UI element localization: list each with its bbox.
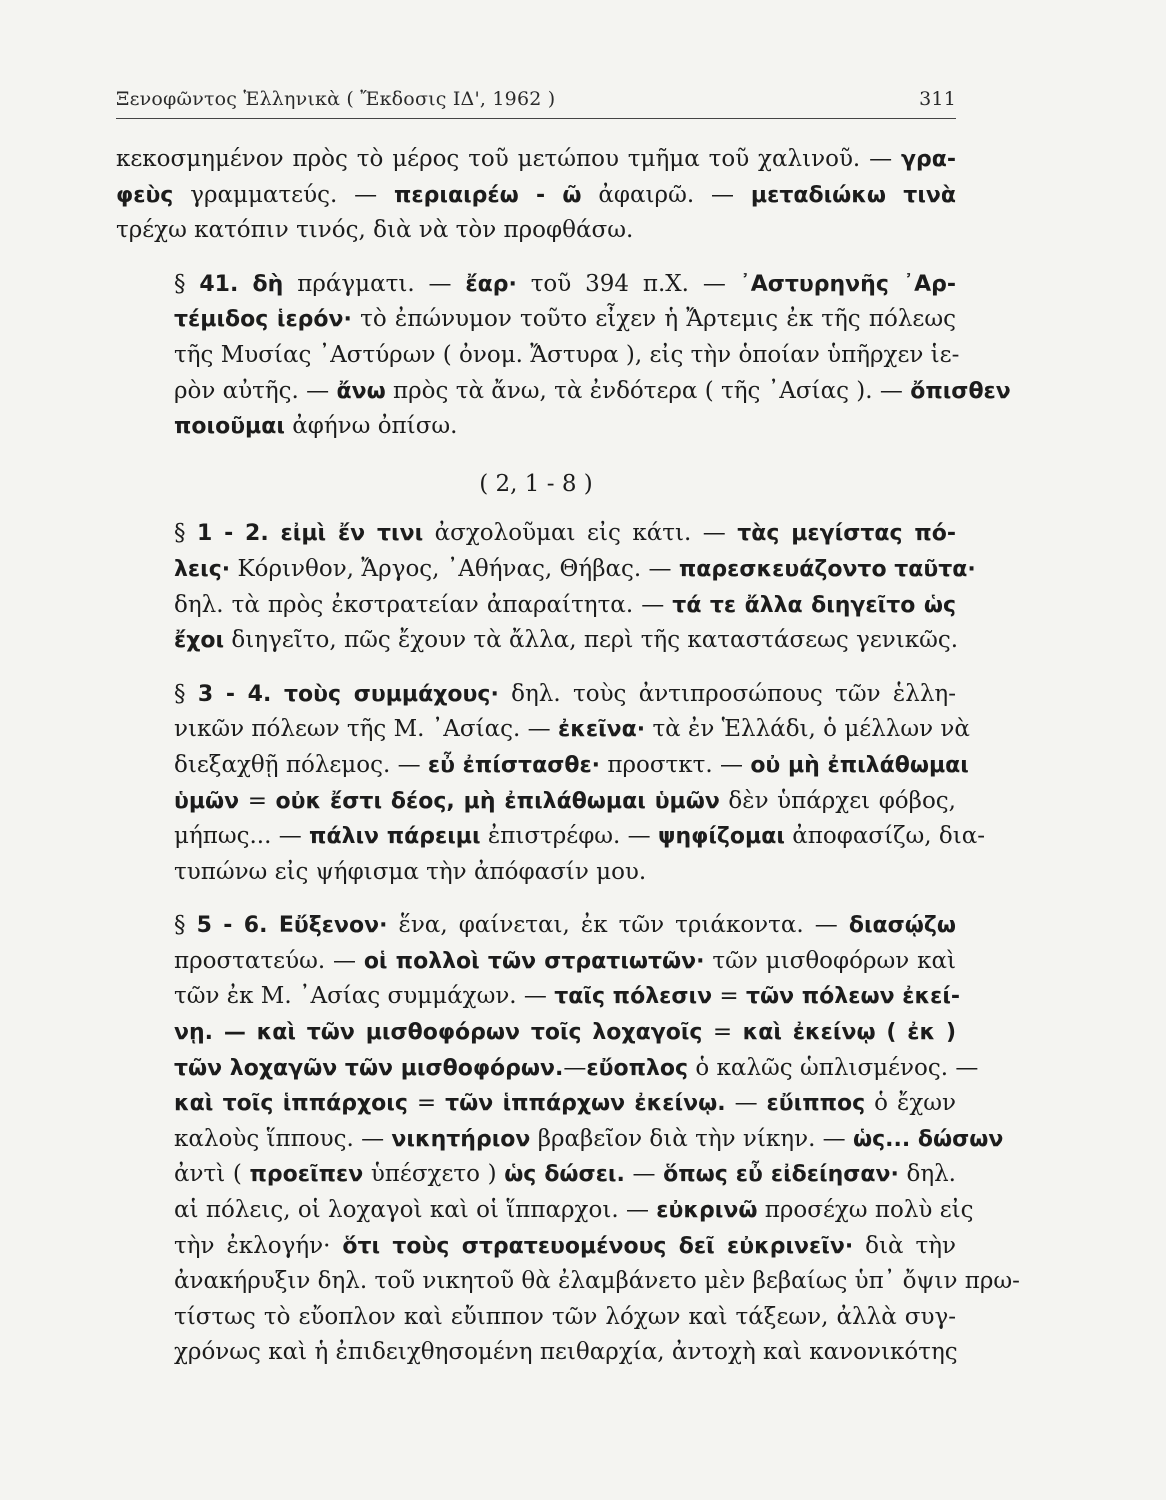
text-line: τυπώνω εἰς ψήφισμα τὴν ἀπόφασίν μου. (174, 858, 647, 885)
text-line: ποιοῦμαι ἀφήνω ὀπίσω. (174, 413, 458, 440)
header-rule (116, 118, 956, 119)
text-line: νικῶν πόλεων τῆς Μ. ᾿Ασίας. — ἐκεῖνα· τὰ ἐν Ἑλλάδι, ὁ μέλλων νὰ (174, 716, 970, 743)
paragraph-1-2 (116, 516, 976, 658)
text-line: τῶν ἐκ Μ. ᾿Ασίας συμμάχων. — ταῖς πόλεσιν = τῶν πόλεων ἐκεί- (174, 983, 961, 1010)
paragraph-0 (116, 142, 956, 249)
text-line: τὴν ἐκλογήν· ὅτι τοὺς στρατευομένους δεῖ εὐκρινεῖν· διὰ τὴν (174, 1232, 956, 1259)
text-line: § 1 - 2. εἰμὶ ἔν τινι ἀσχολοῦμαι εἰς κάτι. — τὰς μεγίστας πό- (174, 520, 957, 547)
text-line: ἀντὶ ( προεῖπεν ὑπέσχετο ) ὡς δώσει. — ὅπως εὖ εἰδείησαν· δηλ. (174, 1161, 956, 1188)
text-line: αἱ πόλεις, οἱ λοχαγοὶ καὶ οἱ ἵππαρχοι. — εὐκρινῶ προσέχω πολὺ εἰς (174, 1197, 974, 1224)
text-line: § 5 - 6. Εὔξενον· ἕνα, φαίνεται, ἐκ τῶν τριάκοντα. — διασῴζω (174, 912, 957, 939)
text-line: τέμιδος ἱερόν· τὸ ἐπώνυμον τοῦτο εἶχεν ἡ Ἄρτεμις ἐκ τῆς πόλεως (174, 306, 956, 333)
page-number: 311 (919, 88, 956, 110)
text-line: ὑμῶν = οὐκ ἔστι δέος, μὴ ἐπιλάθωμαι ὑμῶν δὲν ὑπάρχει φόβος, (174, 787, 956, 814)
text-line: δηλ. τὰ πρὸς ἐκστρατείαν ἀπαραίτητα. — τά τε ἄλλα διηγεῖτο ὡς (174, 591, 956, 618)
text-line: χρόνως καὶ ἡ ἐπιδειχθησομένη πειθαρχία, ἀντοχὴ καὶ κανονικότης (174, 1339, 958, 1366)
paragraph-3-4 (116, 677, 986, 891)
commentary-body (116, 142, 1020, 1371)
section-heading: ( 2, 1 - 8 ) (479, 470, 593, 497)
text-line: § 3 - 4. τοὺς συμμάχους· δηλ. τοὺς ἀντιπροσώπους τῶν ἑλλη- (174, 680, 956, 707)
text-line: λεις· Κόρινθον, Ἄργος, ᾿Αθήνας, Θήβας. — παρεσκευάζοντο ταῦτα· (174, 555, 976, 582)
text-line: καλοὺς ἵππους. — νικητήριον βραβεῖον διὰ τὴν νίκην. — ὡς... δώσων (174, 1125, 1004, 1152)
text-line: μήπως... — πάλιν πάρειμι ἐπιστρέφω. — ψηφίζομαι ἀποφασίζω, δια- (174, 823, 986, 850)
text-line: § 41. δὴ πράγματι. — ἔαρ· τοῦ 394 π.Χ. — ᾿Αστυρηνῆς ᾿Αρ- (174, 270, 956, 297)
text-line: διεξαχθῇ πόλεμος. — εὖ ἐπίστασθε· προστκτ. — οὐ μὴ ἐπιλάθωμαι (174, 751, 969, 778)
text-line: ἀνακήρυξιν δηλ. τοῦ νικητοῦ θὰ ἐλαμβάνετο μὲν βεβαίως ὑπ᾿ ὄψιν πρω- (174, 1268, 1020, 1295)
text-line: τρέχω κατόπιν τινός, διὰ νὰ τὸν προφθάσω. (116, 217, 634, 244)
text-line: ἔχοι διηγεῖτο, πῶς ἔχουν τὰ ἄλλα, περὶ τῆς καταστάσεως γενικῶς. (174, 627, 959, 654)
text-line: κεκοσμημένον πρὸς τὸ μέρος τοῦ μετώπου τμῆμα τοῦ χαλινοῦ. — γρα- (116, 146, 956, 172)
text-line: τῆς Μυσίας ᾿Αστύρων ( ὀνομ. Ἄστυρα ), εἰς τὴν ὁποίαν ὑπῆρχεν ἱε- (174, 341, 960, 368)
text-line: καὶ τοῖς ἱππάρχοις = τῶν ἱππάρχων ἐκείνῳ. — εὔιππος ὁ ἔχων (174, 1090, 956, 1117)
text-line: ρὸν αὐτῆς. — ἄνω πρὸς τὰ ἄνω, τὰ ἐνδότερα ( τῆς ᾿Ασίας ). — ὄπισθεν (174, 377, 1011, 404)
text-line: φεὺς γραμματεύς. — περιαιρέω - ῶ ἀφαιρῶ. — μεταδιώκω τινὰ (116, 181, 956, 208)
paragraph-41 (116, 267, 1011, 445)
text-line: τῶν λοχαγῶν τῶν μισθοφόρων.—εὔοπλος ὁ καλῶς ὡπλισμένος. — (174, 1054, 979, 1081)
text-line: τίστως τὸ εὔοπλον καὶ εὔιππον τῶν λόχων καὶ τάξεων, ἀλλὰ συγ- (174, 1303, 956, 1330)
running-header (116, 88, 956, 118)
text-line: προστατεύω. — οἱ πολλοὶ τῶν στρατιωτῶν· τῶν μισθοφόρων καὶ (174, 947, 956, 974)
paragraph-5-6 (116, 908, 1020, 1371)
header-title: Ξενοφῶντος Ἑλληνικὰ ( Ἔκδοσις ΙΔ', 1962 ) (116, 88, 556, 110)
text-line: νῃ. — καὶ τῶν μισθοφόρων τοῖς λοχαγοῖς = καὶ ἐκείνῳ ( ἐκ ) (174, 1019, 956, 1046)
